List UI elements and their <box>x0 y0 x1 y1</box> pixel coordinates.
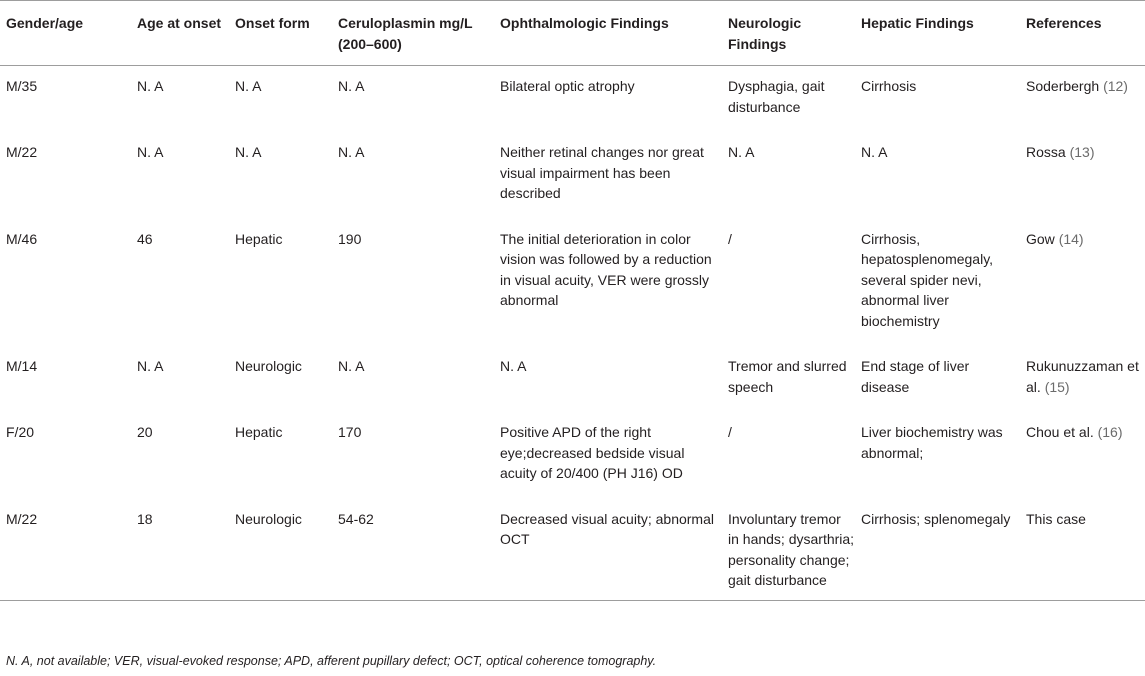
table-row <box>0 499 1145 601</box>
reference-text: Rukunuzzaman et al. <box>1026 358 1139 395</box>
cell-age-at-onset: N. A <box>137 358 164 374</box>
cell-onset-form: N. A <box>235 144 262 160</box>
reference-text: Soderbergh <box>1026 78 1100 94</box>
cell-hepatic: Cirrhosis; splenomegaly <box>855 499 1020 601</box>
cell-hepatic: Liver biochemistry was abnormal; <box>861 424 1003 461</box>
cell-gender-age: M/35 <box>6 78 38 94</box>
citation-link[interactable]: (15) <box>1044 378 1070 395</box>
citation-link[interactable]: (12) <box>1103 78 1128 94</box>
cell-reference <box>1020 219 1145 347</box>
header-ceruloplasmin: Ceruloplasmin mg/L (200–600) <box>332 1 494 66</box>
table-row <box>0 66 1145 133</box>
header-neurologic: Neurologic Findings <box>722 1 855 66</box>
cell-reference <box>1020 346 1145 412</box>
cell-ophthalmologic: Neither retinal changes nor great visual impairment has been described <box>500 144 704 201</box>
header-hepatic: Hepatic Findings <box>855 1 1020 66</box>
cell-onset-form: Neurologic <box>229 499 332 601</box>
table-row <box>0 132 1145 219</box>
reference-text: Rossa <box>1026 144 1066 160</box>
cell-ophthalmologic: Decreased visual acuity; abnormal OCT <box>494 499 722 601</box>
cell-hepatic: End stage of liver disease <box>861 358 970 395</box>
cell-age-at-onset: N. A <box>137 78 164 94</box>
cell-age-at-onset: 20 <box>137 424 153 440</box>
cell-gender-age: M/22 <box>0 499 131 601</box>
cell-neurologic: / <box>728 424 732 440</box>
reference-text: Gow <box>1026 230 1055 247</box>
cell-ceruloplasmin: 190 <box>338 230 362 247</box>
cell-ceruloplasmin: N. A <box>338 78 365 94</box>
cell-ceruloplasmin: 54-62 <box>332 499 494 601</box>
cell-onset-form: Hepatic <box>235 230 283 247</box>
header-gender-age: Gender/age <box>0 1 131 66</box>
header-onset-form: Onset form <box>229 1 332 66</box>
cell-hepatic: Cirrhosis, hepatosplenomegaly, several spider nevi, abnormal liver biochemistry <box>861 230 994 329</box>
cell-age-at-onset: 46 <box>137 230 153 247</box>
table-row <box>0 346 1145 412</box>
cell-onset-form: Hepatic <box>235 424 283 440</box>
cell-age-at-onset: N. A <box>137 144 164 160</box>
cell-gender-age: M/46 <box>6 230 38 247</box>
cell-onset-form: N. A <box>235 78 262 94</box>
cell-neurologic: / <box>728 230 732 247</box>
cell-hepatic: N. A <box>861 144 888 160</box>
cell-gender-age: F/20 <box>6 424 35 440</box>
cell-neurologic: Involuntary tremor in hands; dysarthria; personality change; gait disturbance <box>722 499 855 601</box>
cell-ceruloplasmin: N. A <box>338 358 365 374</box>
cell-neurologic: Tremor and slurred speech <box>728 358 847 395</box>
header-row <box>0 1 1145 66</box>
citation-link[interactable]: (16) <box>1097 424 1123 440</box>
table-footnote: N. A, not available; VER, visual-evoked response; APD, afferent pupillary defect; OCT, optical coherence tomography. <box>6 654 657 668</box>
cell-reference <box>1020 66 1145 133</box>
cell-reference <box>1020 132 1145 219</box>
header-age-at-onset: Age at onset <box>131 1 229 66</box>
reference-text: This case <box>1026 510 1086 527</box>
cell-reference <box>1020 412 1145 499</box>
cell-neurologic: Dysphagia, gait disturbance <box>728 78 825 115</box>
cell-age-at-onset: 18 <box>131 499 229 601</box>
cell-reference <box>1020 499 1145 601</box>
cell-ophthalmologic: N. A <box>500 358 527 374</box>
cell-hepatic: Cirrhosis <box>861 78 917 94</box>
cell-ophthalmologic: Bilateral optic atrophy <box>500 78 635 94</box>
cell-ophthalmologic: Positive APD of the right eye;decreased bedside visual acuity of 20/400 (PH J16) OD <box>500 424 685 481</box>
cell-ophthalmologic: The initial deterioration in color vision was followed by a reduction in visual acuity, VER were grossly abnormal <box>500 230 712 308</box>
cell-ceruloplasmin: 170 <box>338 424 362 440</box>
header-ophthalmologic: Ophthalmologic Findings <box>494 1 722 66</box>
citation-link[interactable]: (14) <box>1058 230 1084 247</box>
citation-link[interactable]: (13) <box>1069 144 1095 160</box>
header-references: References <box>1020 1 1145 66</box>
cell-ceruloplasmin: N. A <box>338 144 365 160</box>
table-row <box>0 412 1145 499</box>
cell-neurologic: N. A <box>728 144 755 160</box>
table-row <box>0 219 1145 347</box>
cell-gender-age: M/22 <box>6 144 38 160</box>
cell-onset-form: Neurologic <box>235 358 302 374</box>
reference-text: Chou et al. <box>1026 424 1094 440</box>
cell-gender-age: M/14 <box>6 358 38 374</box>
